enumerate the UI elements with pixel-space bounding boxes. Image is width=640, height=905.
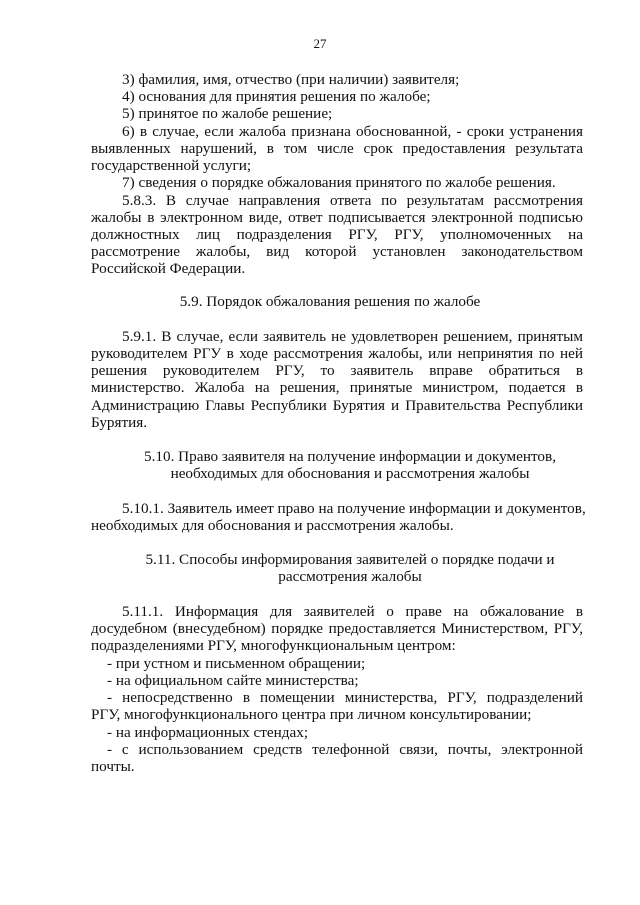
- list-item-appeal-info: 7) сведения о порядке обжалования принятого по жалобе решения.: [122, 174, 556, 191]
- list-item-premises: - непосредственно в помещении министерства, РГУ, подразделений: [107, 689, 583, 706]
- section-heading-5-10-cont: необходимых для обоснования и рассмотрения жалобы: [170, 465, 530, 482]
- paragraph-line: почты.: [91, 758, 135, 775]
- list-item-official-site: - на официальном сайте министерства;: [107, 672, 359, 689]
- paragraph-line: подразделениями РГУ, многофункциональным центром:: [91, 637, 456, 654]
- paragraph-5-11-1: 5.11.1. Информация для заявителей о праве на обжалование в: [122, 603, 583, 620]
- list-item-phone-mail: - с использованием средств телефонной связи, почты, электронной: [107, 741, 583, 758]
- paragraph-line: РГУ, многофункционального центра при личном консультировании;: [91, 706, 532, 723]
- paragraph-line: Российской Федерации.: [91, 260, 246, 277]
- section-heading-5-11: 5.11. Способы информирования заявителей о порядке подачи и: [145, 551, 555, 568]
- section-heading-5-10: 5.10. Право заявителя на получение информации и документов,: [144, 448, 556, 465]
- paragraph-line: министерство. Жалоба на решения, принятые министром, подается в: [91, 379, 583, 396]
- paragraph-5-10-1: 5.10.1. Заявитель имеет право на получение информации и документов,: [122, 500, 586, 517]
- paragraph-line: решения руководителем РГУ, то заявитель вправе обратиться в: [91, 362, 583, 379]
- list-item-grounds: 4) основания для принятия решения по жалобе;: [122, 88, 431, 105]
- paragraph-line: 6) в случае, если жалоба признана обоснованной, - сроки устранения: [122, 123, 583, 140]
- list-item-surname: 3) фамилия, имя, отчество (при наличии) заявителя;: [122, 71, 460, 88]
- paragraph-line: Бурятия.: [91, 414, 148, 431]
- paragraph-line: государственной услуги;: [91, 157, 252, 174]
- paragraph-line: должностных лиц подразделения РГУ, РГУ, уполномоченных на: [91, 226, 583, 243]
- list-item-decision: 5) принятое по жалобе решение;: [122, 105, 333, 122]
- paragraph-line: руководителем РГУ в ходе рассмотрения жалобы, или непринятия по ней: [91, 345, 583, 362]
- paragraph-5-8-3: 5.8.3. В случае направления ответа по результатам рассмотрения: [122, 192, 583, 209]
- section-heading-5-11-cont: рассмотрения жалобы: [278, 568, 422, 585]
- section-heading-5-9: 5.9. Порядок обжалования решения по жалобе: [179, 293, 481, 310]
- page-number: 27: [313, 36, 327, 51]
- paragraph-line: Администрацию Главы Республики Бурятия и Правительства Республики: [91, 397, 583, 414]
- paragraph-line: досудебном (внесудебном) порядке предоставляется Министерством, РГУ,: [91, 620, 583, 637]
- paragraph-line: выявленных нарушений, в том числе срок предоставления результата: [91, 140, 583, 157]
- paragraph-line: жалобы в электронном виде, ответ подписывается электронной подписью: [91, 209, 583, 226]
- paragraph-5-9-1: 5.9.1. В случае, если заявитель не удовлетворен решением, принятым: [122, 328, 583, 345]
- paragraph-line: рассмотрение жалобы, вид которой установлен законодательством: [91, 243, 583, 260]
- list-item-info-stands: - на информационных стендах;: [107, 724, 309, 741]
- paragraph-line: необходимых для обоснования и рассмотрения жалобы.: [91, 517, 454, 534]
- list-item-oral-written: - при устном и письменном обращении;: [107, 655, 366, 672]
